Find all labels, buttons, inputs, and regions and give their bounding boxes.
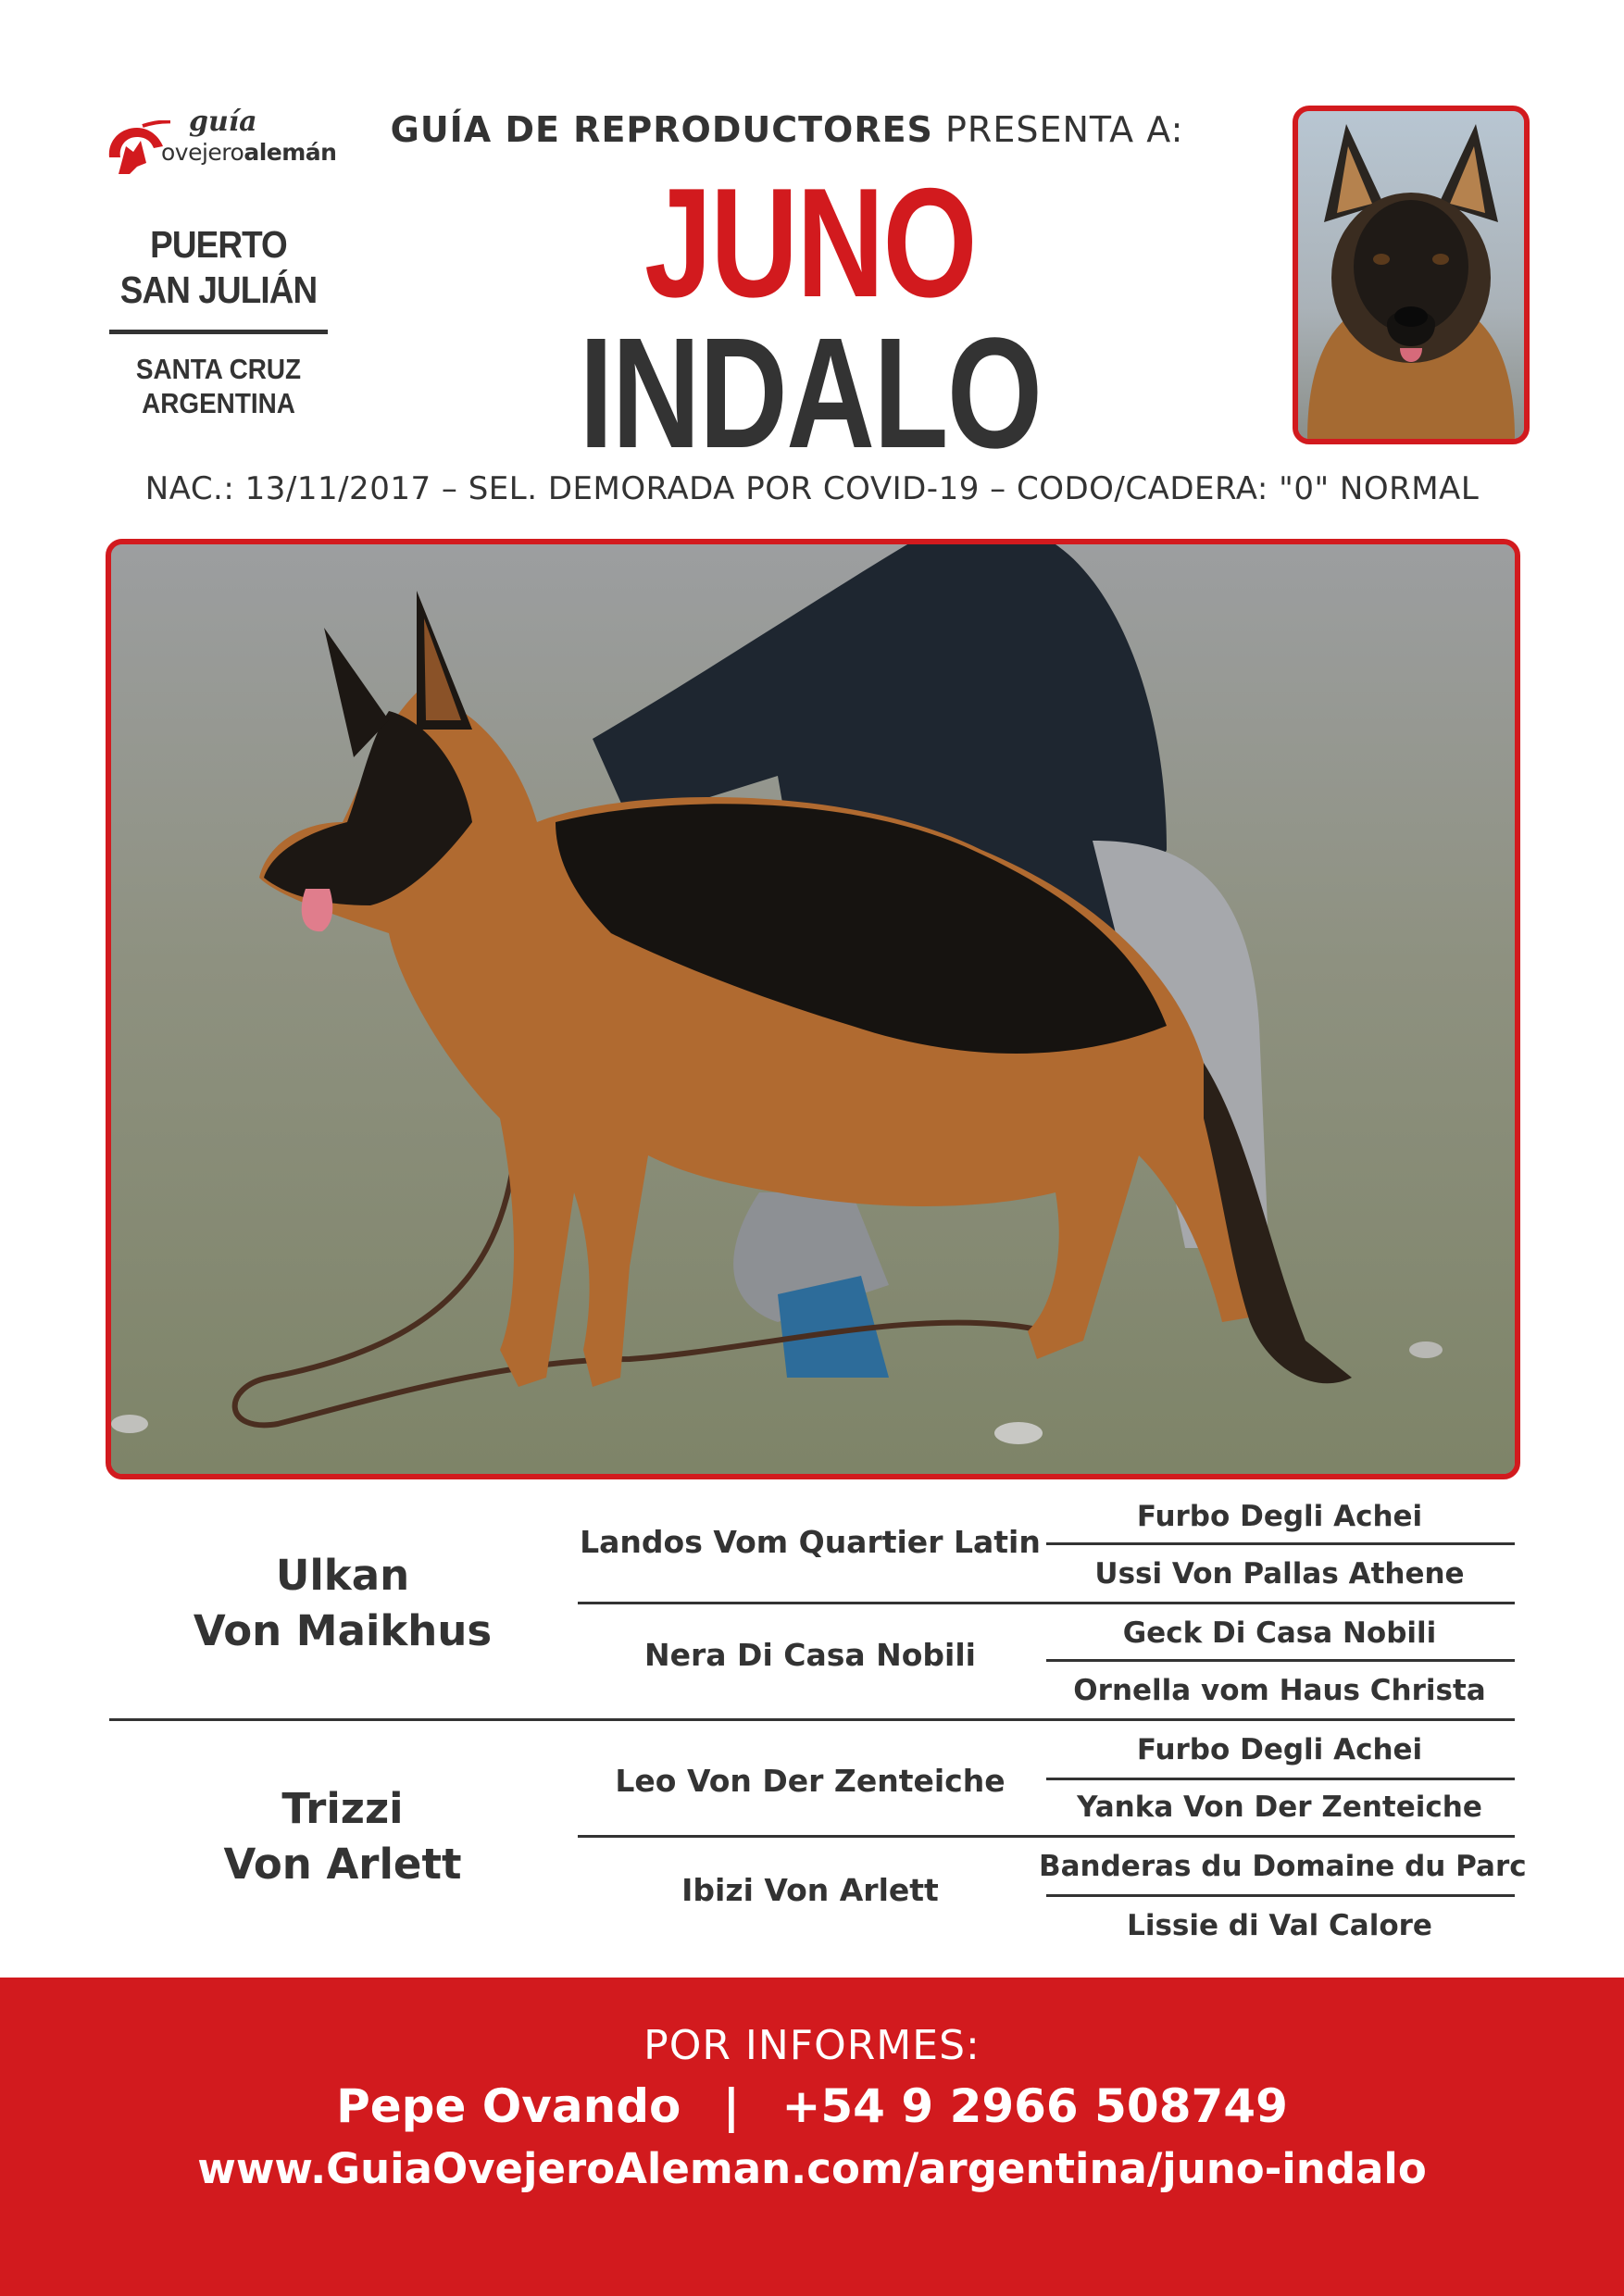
pedigree-divider [578, 1835, 1515, 1838]
sire-name-line2: Von Maikhus [193, 1606, 493, 1655]
ggp-5: Furbo Degli Achei [1136, 1733, 1423, 1766]
ggp-1: Furbo Degli Achei [1136, 1500, 1423, 1533]
presenta-bold: GUÍA DE REPRODUCTORES [390, 109, 933, 150]
dog-head-photo [1293, 106, 1530, 444]
dog-head-illustration [1298, 111, 1524, 439]
pedigree-divider [1046, 1894, 1515, 1897]
pedigree-divider-main [109, 1718, 1515, 1721]
presenta-rest: PRESENTA A: [945, 109, 1184, 150]
dam-sire-name: Leo Von Der Zenteiche [615, 1763, 1006, 1799]
ggp-3: Geck Di Casa Nobili [1122, 1616, 1437, 1650]
location-divider [109, 330, 328, 334]
footer-url-link[interactable]: www.GuiaOvejeroAleman.com/argentina/juno-indalo [197, 2144, 1427, 2193]
dog-name-first: JUNO [644, 156, 976, 330]
ggp-2: Ussi Von Pallas Athene [1094, 1557, 1465, 1591]
ggp-7: Banderas du Domaine du Parc [1039, 1850, 1527, 1883]
dam-name [111, 1781, 574, 1892]
pedigree-divider [1046, 1659, 1515, 1662]
sire-dam-name: Nera Di Casa Nobili [644, 1637, 976, 1673]
contact-phone[interactable]: +54 9 2966 508749 [781, 2079, 1288, 2133]
logo-word-aleman: alemán [244, 139, 337, 166]
pedigree-divider [1046, 1778, 1515, 1780]
dog-details: NAC.: 13/11/2017 – SEL. DEMORADA POR COVID-19 – CODO/CADERA: "0" NORMAL [144, 470, 1480, 507]
dog-main-photo [106, 539, 1520, 1479]
logo-word-ovejero-aleman [161, 139, 336, 166]
ggp-6: Yanka Von Der Zenteiche [1077, 1791, 1482, 1824]
dam-dam-name: Ibizi Von Arlett [681, 1872, 939, 1908]
footer-label: POR INFORMES: [643, 2022, 981, 2069]
sire-name-line1: Ulkan [275, 1551, 410, 1600]
dog-standing-illustration [111, 544, 1515, 1474]
presenta-heading [370, 109, 1204, 150]
dam-name-line1: Trizzi [281, 1784, 404, 1833]
sire-name [111, 1548, 574, 1659]
contact-name: Pepe Ovando [336, 2079, 681, 2133]
pedigree-divider [1046, 1542, 1515, 1545]
sire-sire-name: Landos Vom Quartier Latin [580, 1524, 1041, 1560]
logo-word-guia: guía [189, 106, 257, 138]
ggp-8: Lissie di Val Calore [1127, 1909, 1432, 1942]
brand-logo [104, 104, 335, 178]
pedigree-divider [578, 1602, 1515, 1604]
dog-name-last: INDALO [579, 306, 1042, 481]
dam-name-line2: Von Arlett [223, 1840, 462, 1889]
footer-contact [0, 2079, 1624, 2133]
location-region: SANTA CRUZ ARGENTINA [135, 353, 302, 419]
contact-separator: | [722, 2079, 741, 2133]
location-city: PUERTO SAN JULIÁN [119, 223, 318, 311]
ggp-4: Ornella vom Haus Christa [1073, 1674, 1486, 1707]
logo-word-ovejero: ovejero [161, 139, 244, 166]
